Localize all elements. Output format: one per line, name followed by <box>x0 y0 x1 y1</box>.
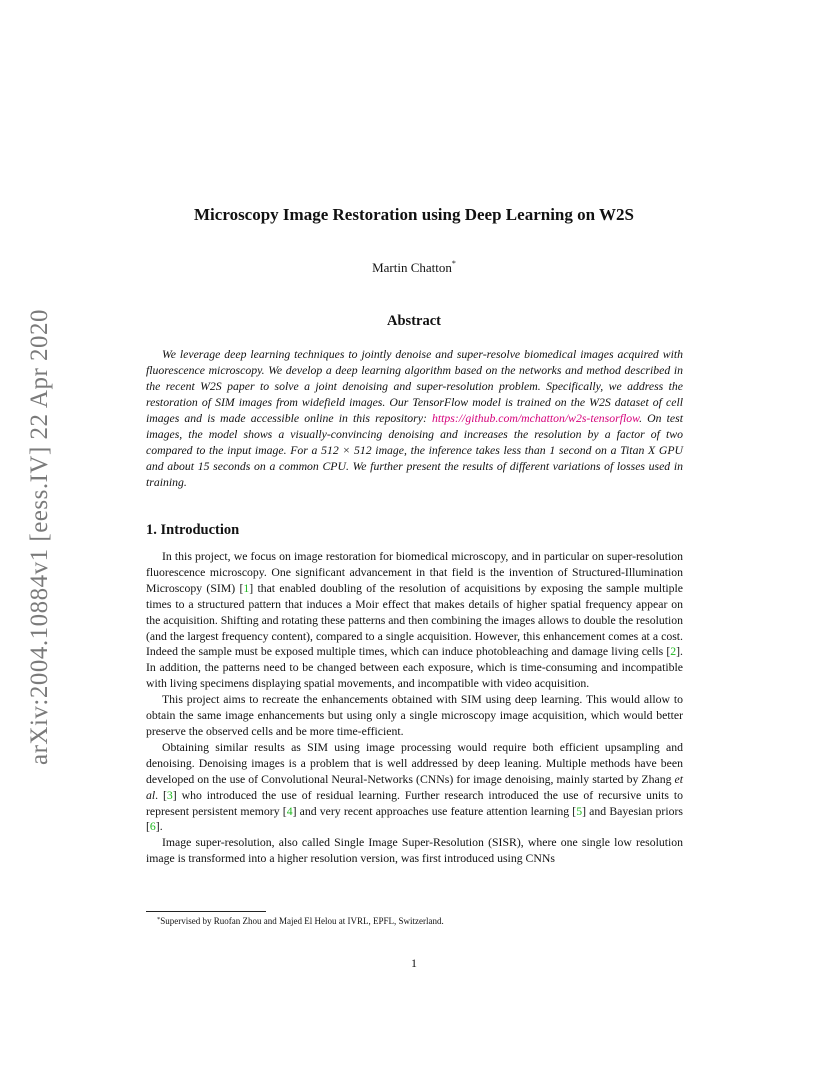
et-al-italic: et al <box>146 772 683 802</box>
paragraph-text: ] who introduced the use of residual learning. Further research introduced the use of recursive units to represent persistent memory [ <box>146 788 683 818</box>
footnote-text: Supervised by Ruofan Zhou and Majed El Helou at IVRL, EPFL, Switzerland. <box>160 916 444 926</box>
section-heading-introduction: 1. Introduction <box>146 522 240 538</box>
paragraph: This project aims to recreate the enhancements obtained with SIM using deep learning. This would allow to obtain the same image enhancements but using only a single microscopy image acquisition, which would better preserve the observed cells and be more time-efficient. <box>146 693 683 738</box>
paragraph-text: Obtaining similar results as SIM using image processing would require both efficient upsampling and denoising. Denoising images is a problem that is well addressed by deep leaning. Multiple methods have been developed on the use of Convolutional Neural-Networks (CNNs) for image denoising, mainly started by Zhang <box>146 740 683 786</box>
citation-link[interactable]: 3 <box>166 788 173 802</box>
paragraph-text: In this project, we focus on image restoration for biomedical microscopy, and in particular on super-resolution fluorescence microscopy. One significant advancement in that field is the invention of Structured-Illumination Microscopy (SIM) [ <box>146 550 683 595</box>
footnote-divider <box>146 911 266 912</box>
paragraph-text: ]. <box>155 820 163 834</box>
introduction-body <box>146 549 683 867</box>
paragraph-text: ] and very recent approaches use feature attention learning [ <box>292 804 577 818</box>
abstract-text-part2: . On test images, the model shows a visually-convincing denoising and increases the resolution by a factor of two compared to the input image. For a 512 × 512 image, the inference takes less than 1 second on a Titan X GPU and about 15 seconds on a common CPU. We further present the results of different variations of losses used in training. <box>146 412 683 489</box>
page-number: 1 <box>411 956 417 970</box>
citation-link[interactable]: 6 <box>149 820 156 834</box>
author-name: Martin Chatton <box>372 260 452 275</box>
paragraph: Image super-resolution, also called Single Image Super-Resolution (SISR), where one single low resolution image is transformed into a higher resolution version, was first introduced using CNNs <box>146 836 683 866</box>
paragraph-text: . [ <box>155 788 167 802</box>
author-line <box>0 259 828 276</box>
citation-link[interactable]: 4 <box>286 804 293 818</box>
abstract-body <box>146 347 683 491</box>
citation-link[interactable]: 5 <box>576 804 583 818</box>
abstract-text-part1: We leverage deep learning techniques to jointly denoise and super-resolve biomedical images acquired with fluorescence microscopy. We develop a deep learning algorithm based on the networks and method described in the recent W2S paper to solve a joint denoising and super-resolution problem. Specifically, we address the restoration of SIM images from widefield images. Our TensorFlow model is trained on the W2S dataset of cell images and is made accessible online in this repository: <box>146 348 683 425</box>
paragraph-text: ] and Bayesian priors [ <box>146 804 683 834</box>
repository-link[interactable]: https://github.com/mchatton/w2s-tensorflow <box>432 412 640 425</box>
footnote <box>157 916 444 926</box>
citation-link[interactable]: 2 <box>670 645 677 659</box>
arxiv-identifier: arXiv:2004.10884v1 [eess.IV] 22 Apr 2020 <box>26 308 53 765</box>
paragraph <box>146 740 683 835</box>
paragraph-text: ]. In addition, the patterns need to be changed between each exposure, which is time-consuming and incompatible with living specimens displaying spatial movements, and incompatible with video acquisition. <box>146 645 683 691</box>
paper-title: Microscopy Image Restoration using Deep Learning on W2S <box>194 205 634 224</box>
paragraph-text: ] that enabled doubling of the resolution of acquisitions by exposing the sample multiple times to a structured pattern that induces a Moir effect that makes details of higher spatial frequency appear on the acquisition. Shifting and rotating these patterns and then combining the images allows to double the resolution (and the largest frequency content), compared to a single acquisition. However, this enhancement comes at a cost. Indeed the sample must be exposed multiple times, which can induce photobleaching and damage living cells [ <box>146 581 683 659</box>
author-footnote-mark: * <box>451 259 456 268</box>
abstract-heading: Abstract <box>387 313 441 329</box>
paragraph <box>146 549 683 692</box>
citation-link[interactable]: 1 <box>243 581 250 595</box>
footnote-mark: * <box>157 916 161 923</box>
